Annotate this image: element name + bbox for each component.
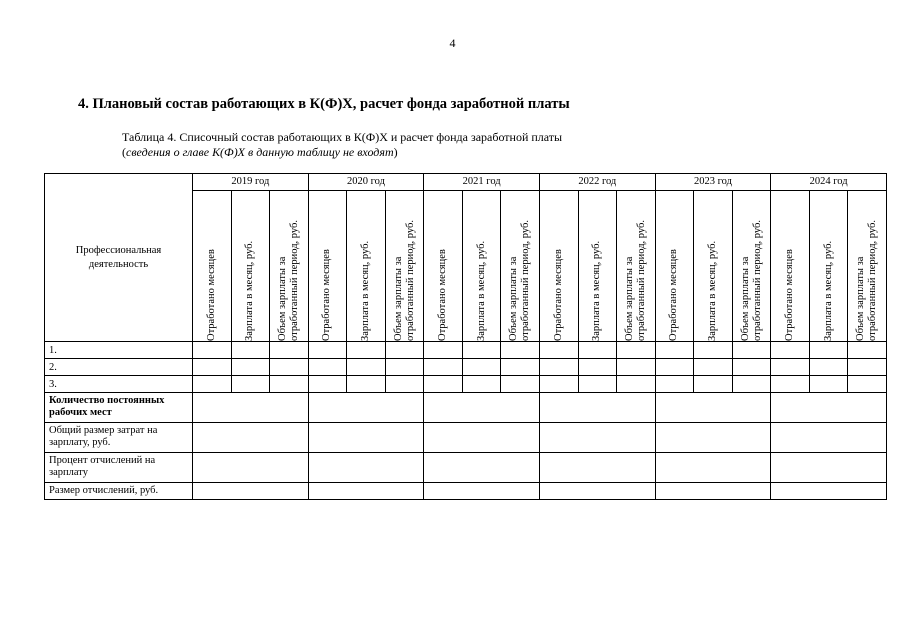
year-total-cell <box>308 453 424 483</box>
table-cell <box>771 342 810 359</box>
year-total-cell <box>771 393 887 423</box>
subcol-monthly-salary <box>347 191 386 342</box>
table-cell <box>732 359 771 376</box>
subcol-months-worked <box>771 191 810 342</box>
subcol-period-salary <box>732 191 771 342</box>
year-header: 2019 год <box>193 174 309 191</box>
subcol-period-salary <box>848 191 887 342</box>
year-header: 2024 год <box>771 174 887 191</box>
subcol-monthly-salary <box>809 191 848 342</box>
table-cell <box>308 359 347 376</box>
table-cell <box>694 359 733 376</box>
caption-line-2 <box>122 145 562 160</box>
subcol-label: Объем зарплаты за отработанный период, руб. <box>855 220 879 341</box>
table-cell <box>270 376 309 393</box>
table-cell <box>578 342 617 359</box>
table-cell <box>539 359 578 376</box>
subcol-label: Объем зарплаты за отработанный период, руб. <box>276 220 300 341</box>
table-cell <box>732 342 771 359</box>
year-total-cell <box>424 423 540 453</box>
table-cell <box>193 376 232 393</box>
subcol-period-salary <box>385 191 424 342</box>
subcol-months-worked <box>308 191 347 342</box>
year-total-cell <box>655 483 771 500</box>
row-number: 1. <box>45 342 193 359</box>
table-cell <box>347 359 386 376</box>
summary-row-deduction-percent <box>45 453 887 483</box>
caption-close-paren: ) <box>393 145 398 159</box>
subcol-label: Отработано месяцев <box>552 249 564 341</box>
table-cell <box>809 376 848 393</box>
table-cell <box>385 359 424 376</box>
year-total-cell <box>539 483 655 500</box>
summary-row-salary-total <box>45 423 887 453</box>
subcol-label: Зарплата в месяц, руб. <box>706 240 718 341</box>
year-total-cell <box>539 423 655 453</box>
subcol-months-worked <box>539 191 578 342</box>
table-cell <box>193 359 232 376</box>
table-cell <box>848 376 887 393</box>
row-header-profession: Профессиональная деятельность <box>45 174 193 342</box>
subcol-period-salary <box>617 191 656 342</box>
year-total-cell <box>539 453 655 483</box>
year-total-cell <box>771 453 887 483</box>
summary-label: Количество постоянных рабочих мест <box>45 393 193 423</box>
year-total-cell <box>424 483 540 500</box>
summary-label: Общий размер затрат на зарплату, руб. <box>45 423 193 453</box>
table-cell <box>848 359 887 376</box>
table-cell <box>771 376 810 393</box>
table-cell <box>848 342 887 359</box>
subcol-label: Зарплата в месяц, руб. <box>822 240 834 341</box>
year-total-cell <box>655 393 771 423</box>
year-header: 2020 год <box>308 174 424 191</box>
table-cell <box>347 376 386 393</box>
table-cell <box>193 342 232 359</box>
year-header: 2021 год <box>424 174 540 191</box>
subcol-label: Объем зарплаты за отработанный период, руб. <box>392 220 416 341</box>
row-number: 2. <box>45 359 193 376</box>
summary-row-permanent-jobs <box>45 393 887 423</box>
subcol-monthly-salary <box>231 191 270 342</box>
table-cell <box>424 342 463 359</box>
summary-label: Процент отчислений на зарплату <box>45 453 193 483</box>
table-cell <box>231 376 270 393</box>
year-total-cell <box>771 423 887 453</box>
table-cell <box>424 376 463 393</box>
table-cell <box>617 342 656 359</box>
subcol-label: Зарплата в месяц, руб. <box>591 240 603 341</box>
year-total-cell <box>424 393 540 423</box>
subcol-label: Отработано месяцев <box>668 249 680 341</box>
table-cell <box>308 376 347 393</box>
table-row <box>45 359 887 376</box>
table-cell <box>809 359 848 376</box>
subcol-label: Объем зарплаты за отработанный период, руб. <box>508 220 532 341</box>
subcol-monthly-salary <box>578 191 617 342</box>
table-cell <box>501 376 540 393</box>
subcol-label: Объем зарплаты за отработанный период, руб. <box>623 220 647 341</box>
table-cell <box>539 342 578 359</box>
table-cell <box>462 359 501 376</box>
summary-label: Размер отчислений, руб. <box>45 483 193 500</box>
year-total-cell <box>539 393 655 423</box>
subcol-months-worked <box>193 191 232 342</box>
section-title: 4. Плановый состав работающих в К(Ф)Х, расчет фонда заработной платы <box>78 96 570 112</box>
row-number: 3. <box>45 376 193 393</box>
year-header: 2023 год <box>655 174 771 191</box>
year-total-cell <box>655 423 771 453</box>
caption-line-1: Таблица 4. Списочный состав работающих в К(Ф)Х и расчет фонда заработной платы <box>122 130 563 144</box>
subcol-monthly-salary <box>694 191 733 342</box>
year-header-row <box>45 174 887 191</box>
table-cell <box>462 376 501 393</box>
table-cell <box>462 342 501 359</box>
table-cell <box>347 342 386 359</box>
caption-note: сведения о главе К(Ф)Х в данную таблицу не входят <box>126 145 394 159</box>
summary-row-deduction-amount <box>45 483 887 500</box>
table-cell <box>270 359 309 376</box>
subcol-label: Объем зарплаты за отработанный период, руб. <box>739 220 763 341</box>
subcol-months-worked <box>424 191 463 342</box>
table-cell <box>809 342 848 359</box>
page-number: 4 <box>449 36 456 50</box>
table-row <box>45 342 887 359</box>
table-cell <box>655 342 694 359</box>
caption-open-paren: ( <box>122 145 126 159</box>
table-cell <box>771 359 810 376</box>
table-cell <box>539 376 578 393</box>
table-cell <box>732 376 771 393</box>
table-cell <box>501 342 540 359</box>
subcol-label: Отработано месяцев <box>205 249 217 341</box>
year-total-cell <box>308 483 424 500</box>
table-cell <box>308 342 347 359</box>
table-cell <box>655 359 694 376</box>
subcol-label: Зарплата в месяц, руб. <box>475 240 487 341</box>
table-cell <box>655 376 694 393</box>
table-cell <box>385 376 424 393</box>
year-total-cell <box>655 453 771 483</box>
table-cell <box>231 359 270 376</box>
table-cell <box>694 342 733 359</box>
table-cell <box>617 359 656 376</box>
subcol-label: Отработано месяцев <box>321 249 333 341</box>
table-cell <box>385 342 424 359</box>
table-cell <box>578 359 617 376</box>
subcol-label: Отработано месяцев <box>437 249 449 341</box>
table-caption <box>122 130 562 160</box>
subcol-label: Зарплата в месяц, руб. <box>359 240 371 341</box>
subcol-monthly-salary <box>462 191 501 342</box>
year-total-cell <box>771 483 887 500</box>
table-cell <box>501 359 540 376</box>
year-total-cell <box>193 453 309 483</box>
subcol-label: Зарплата в месяц, руб. <box>244 240 256 341</box>
table-cell <box>424 359 463 376</box>
year-total-cell <box>193 483 309 500</box>
year-total-cell <box>193 393 309 423</box>
table-cell <box>694 376 733 393</box>
table-row <box>45 376 887 393</box>
subcol-months-worked <box>655 191 694 342</box>
year-total-cell <box>308 393 424 423</box>
table-cell <box>617 376 656 393</box>
year-total-cell <box>424 453 540 483</box>
year-total-cell <box>308 423 424 453</box>
table-cell <box>231 342 270 359</box>
table-cell <box>270 342 309 359</box>
subcol-period-salary <box>501 191 540 342</box>
staff-payroll-table <box>44 173 887 500</box>
subcol-period-salary <box>270 191 309 342</box>
table-cell <box>578 376 617 393</box>
year-total-cell <box>193 423 309 453</box>
subcol-label: Отработано месяцев <box>784 249 796 341</box>
year-header: 2022 год <box>539 174 655 191</box>
